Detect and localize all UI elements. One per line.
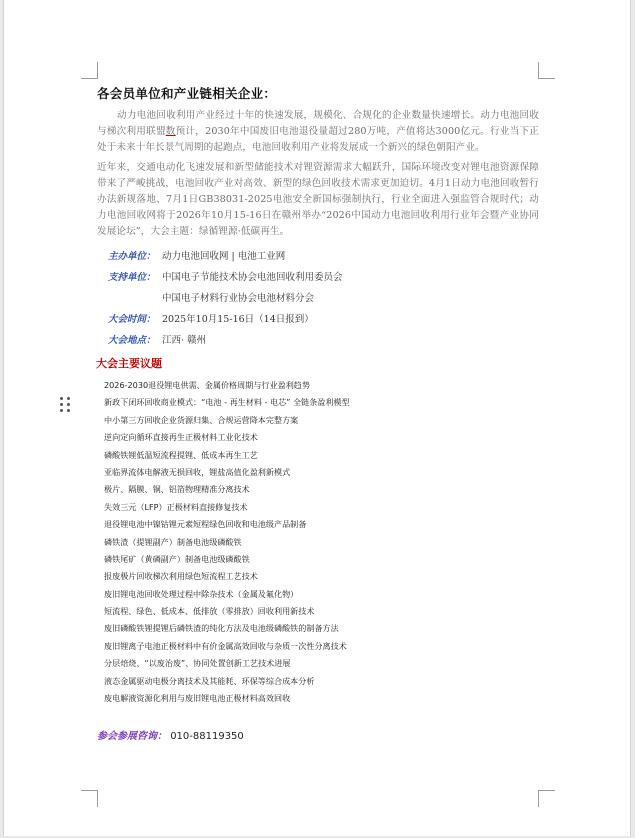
conference-info xyxy=(108,248,539,353)
topic-item: 失效三元（LFP）正极材料直接修复技术 xyxy=(104,501,248,512)
margin-corner-bottom-right xyxy=(538,790,555,807)
topic-item: 废旧锂电池回收处理过程中除杂技术（金属及氟化物） xyxy=(104,588,299,599)
margin-corner-bottom-left xyxy=(81,790,98,807)
time-row xyxy=(108,311,539,332)
margin-corner-top-right xyxy=(538,62,555,79)
organizer-row xyxy=(108,248,539,269)
document-content xyxy=(97,84,539,742)
place-row xyxy=(108,332,539,353)
contact-label: 参会参展咨询： xyxy=(97,731,167,743)
topic-item: 极片、隔膜、铜、铝箔物理精准分离技术 xyxy=(104,484,250,495)
organizer-label: 主办单位： xyxy=(108,251,156,262)
topic-item: 磷铁渣（提锂副产）制备电池级磷酸铁 xyxy=(104,536,242,547)
topic-item: 短流程、绿色、低成本、低排放（零排放）回收利用新技术 xyxy=(104,606,315,617)
topic-item: 新政下闭环回收商业模式：“电池 - 再生材料 - 电芯” 全链条盈利模型 xyxy=(104,397,350,408)
spellcheck-underline[interactable]: 数 xyxy=(165,126,176,137)
topic-item: 中小第三方回收企业货源归集、合规运营降本完整方案 xyxy=(104,414,299,425)
topic-item: 磷酸铁锂低温短流程提锂、低成本再生工艺 xyxy=(104,449,258,460)
topic-item: 废旧磷酸铁锂提锂后磷铁渣的纯化方法及电池级磷酸铁的制备方法 xyxy=(104,623,339,634)
organizer-value: 动力电池回收网 | 电池工业网 xyxy=(162,251,286,262)
topic-item: 逆向定向循环直接再生正极材料工业化技术 xyxy=(104,432,258,443)
supporter-label: 支持单位： xyxy=(108,272,156,283)
topics-list xyxy=(104,377,539,707)
place-value: 江西· 赣州 xyxy=(162,335,207,346)
margin-corner-top-left xyxy=(81,62,98,79)
intro-paragraph: 动力电池回收利用产业经过十年的快速发展，规模化、合规化的企业数量快速增长。动力电池回收与梯次利用联盟数预计，2030年中国废旧电池退役量超过280万吨，产值将达3000亿元。行业当下正处于未来十年长景气周期的起跑点，电池回收利用产业将发展成一个新兴的绿色朝阳产业。 xyxy=(97,110,539,153)
topic-item: 亚临界流体电解液无损回收，锂盐高值化盈利新模式 xyxy=(104,466,291,477)
background-paragraph: 近年来，交通电动化飞速发展和新型储能技术对锂资源需求大幅跃升，国际环境改变对锂电池资源保障带来了严峻挑战，电池回收产业对高效、新型的绿色回收技术需求更加迫切。4月1日动力电池回收暂行办法新规落地、7月1日GB38031-2025电池安全新国标强制执行，行业全面进入强监管合规时代；动力电池回收网将于2026年10月15-16日在赣州举办“2026中国动力电池回收利用行业年会暨产业协同发展论坛”，大会主题：绿循锂源·低碳再生。 xyxy=(97,162,539,237)
topic-item: 废旧锂离子电池正极材料中有价金属高效回收与杂质一次性分离技术 xyxy=(104,640,347,651)
topic-item: 报废极片回收梯次利用绿色短流程工艺技术 xyxy=(104,571,258,582)
topic-item: 磷铁尾矿（黄磷副产）制备电池级磷酸铁 xyxy=(104,553,250,564)
time-label: 大会时间： xyxy=(108,314,156,325)
topic-item: 分层焙烧、“以废治废”、协同处置创新工艺技术进展 xyxy=(104,658,291,669)
drag-handle-icon[interactable] xyxy=(60,397,72,413)
topic-item: 退役锂电池中镍钴锂元素短程绿色回收和电池级产品制备 xyxy=(104,519,307,530)
topic-item: 液态金属驱动电极分离技术及其能耗、环保等综合成本分析 xyxy=(104,675,315,686)
supporter-value-2: 中国电子材料行业协会电池材料分会 xyxy=(162,293,315,304)
topic-item: 废电解液资源化利用与废旧锂电池正极材料高效回收 xyxy=(104,693,291,704)
time-value: 2025年10月15-16日（14日报到） xyxy=(162,314,314,325)
supporter-row xyxy=(108,269,539,290)
contact-phone: 010-88119350 xyxy=(170,731,244,743)
supporter-value-1: 中国电子节能技术协会电池回收利用委员会 xyxy=(162,272,343,283)
topic-item: 2026-2030退役锂电供需、金属价格周期与行业盈利趋势 xyxy=(104,380,310,390)
supporter-row-2 xyxy=(108,290,539,311)
place-label: 大会地点： xyxy=(108,335,156,346)
contact-line xyxy=(97,727,539,742)
salutation-heading: 各会员单位和产业链相关企业： xyxy=(97,86,277,101)
topics-title: 大会主要议题 xyxy=(96,357,162,370)
